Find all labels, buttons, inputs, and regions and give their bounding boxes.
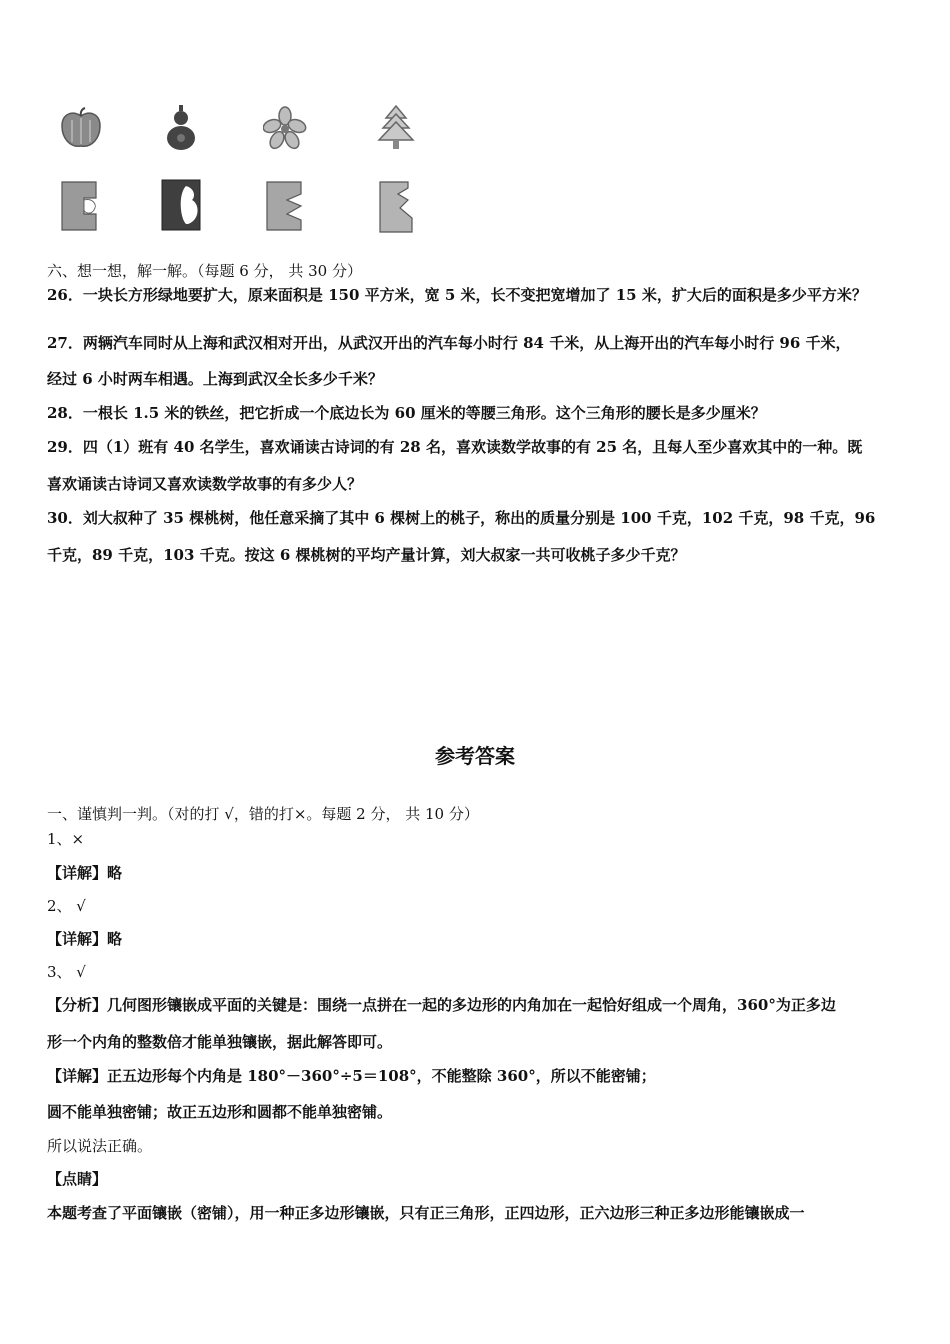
cutout-flower-icon	[265, 180, 305, 232]
answer-3-detail-line1: 【详解】正五边形每个内角是 180°－360°÷5＝108°，不能整除 360°，所以不能密铺；	[47, 1067, 656, 1085]
apple-shape-icon	[58, 106, 104, 150]
answer-3-tip-line1: 本题考查了平面镶嵌（密铺），用一种正多边形镶嵌，只有正三角形，正四边形，正六边形三种正多边形能镶嵌成一	[47, 1204, 805, 1222]
answers-title: 参考答案	[435, 744, 515, 768]
answer-3-analysis-line1: 【分析】几何图形镶嵌成平面的关键是：围绕一点拼在一起的多边形的内角加在一起恰好组成一个周角，360°为正多边	[47, 996, 836, 1014]
answer-1-detail: 【详解】略	[47, 864, 123, 882]
answer-2: 2、 √	[47, 897, 86, 915]
answers-section-heading: 一、谨慎判一判。（对的打 √，错的打×。每题 2 分， 共 10 分）	[47, 805, 479, 823]
cutout-gourd-icon	[160, 178, 202, 232]
question-30-line2: 千克，89 千克，103 千克。按这 6 棵桃树的平均产量计算，刘大叔家一共可收桃子多少千克？	[47, 546, 686, 564]
answer-1: 1、×	[47, 830, 85, 848]
answer-3-analysis-line2: 形一个内角的整数倍才能单独镶嵌，据此解答即可。	[47, 1033, 393, 1051]
answer-2-detail: 【详解】略	[47, 930, 123, 948]
question-30-line1: 30．刘大叔种了 35 棵桃树，他任意采摘了其中 6 棵树上的桃子，称出的质量分别是 100 千克，102 千克，98 千克，96	[47, 509, 876, 527]
answer-3: 3、 √	[47, 963, 86, 981]
answer-3-detail-line2: 圆不能单独密铺；故正五边形和圆都不能单独密铺。	[47, 1103, 393, 1121]
question-28: 28．一根长 1.5 米的铁丝，把它折成一个底边长为 60 厘米的等腰三角形。这个三角形的腰长是多少厘米？	[47, 404, 766, 422]
tree-shape-icon	[376, 104, 416, 152]
question-29-line1: 29．四（1）班有 40 名学生，喜欢诵读古诗词的有 28 名，喜欢读数学故事的有 25 名，且每人至少喜欢其中的一种。既	[47, 438, 863, 456]
cutout-tree-icon	[378, 180, 418, 234]
answer-3-detail-line3: 所以说法正确。	[47, 1137, 153, 1155]
cutout-apple-icon	[60, 180, 100, 232]
question-26: 26．一块长方形绿地要扩大，原来面积是 150 平方米，宽 5 米，长不变把宽增加了 15 米，扩大后的面积是多少平方米？	[47, 286, 867, 304]
question-27-line1: 27．两辆汽车同时从上海和武汉相对开出，从武汉开出的汽车每小时行 84 千米，从上海开出的汽车每小时行 96 千米，	[47, 334, 851, 352]
gourd-shape-icon	[162, 104, 200, 152]
flower-shape-icon	[263, 106, 307, 150]
section-heading: 六、想一想，解一解。（每题 6 分， 共 30 分）	[47, 262, 362, 280]
question-27-line2: 经过 6 小时两车相遇。上海到武汉全长多少千米？	[47, 370, 383, 388]
answer-3-tip-label: 【点睛】	[47, 1170, 108, 1188]
question-29-line2: 喜欢诵读古诗词又喜欢读数学故事的有多少人？	[47, 475, 363, 493]
